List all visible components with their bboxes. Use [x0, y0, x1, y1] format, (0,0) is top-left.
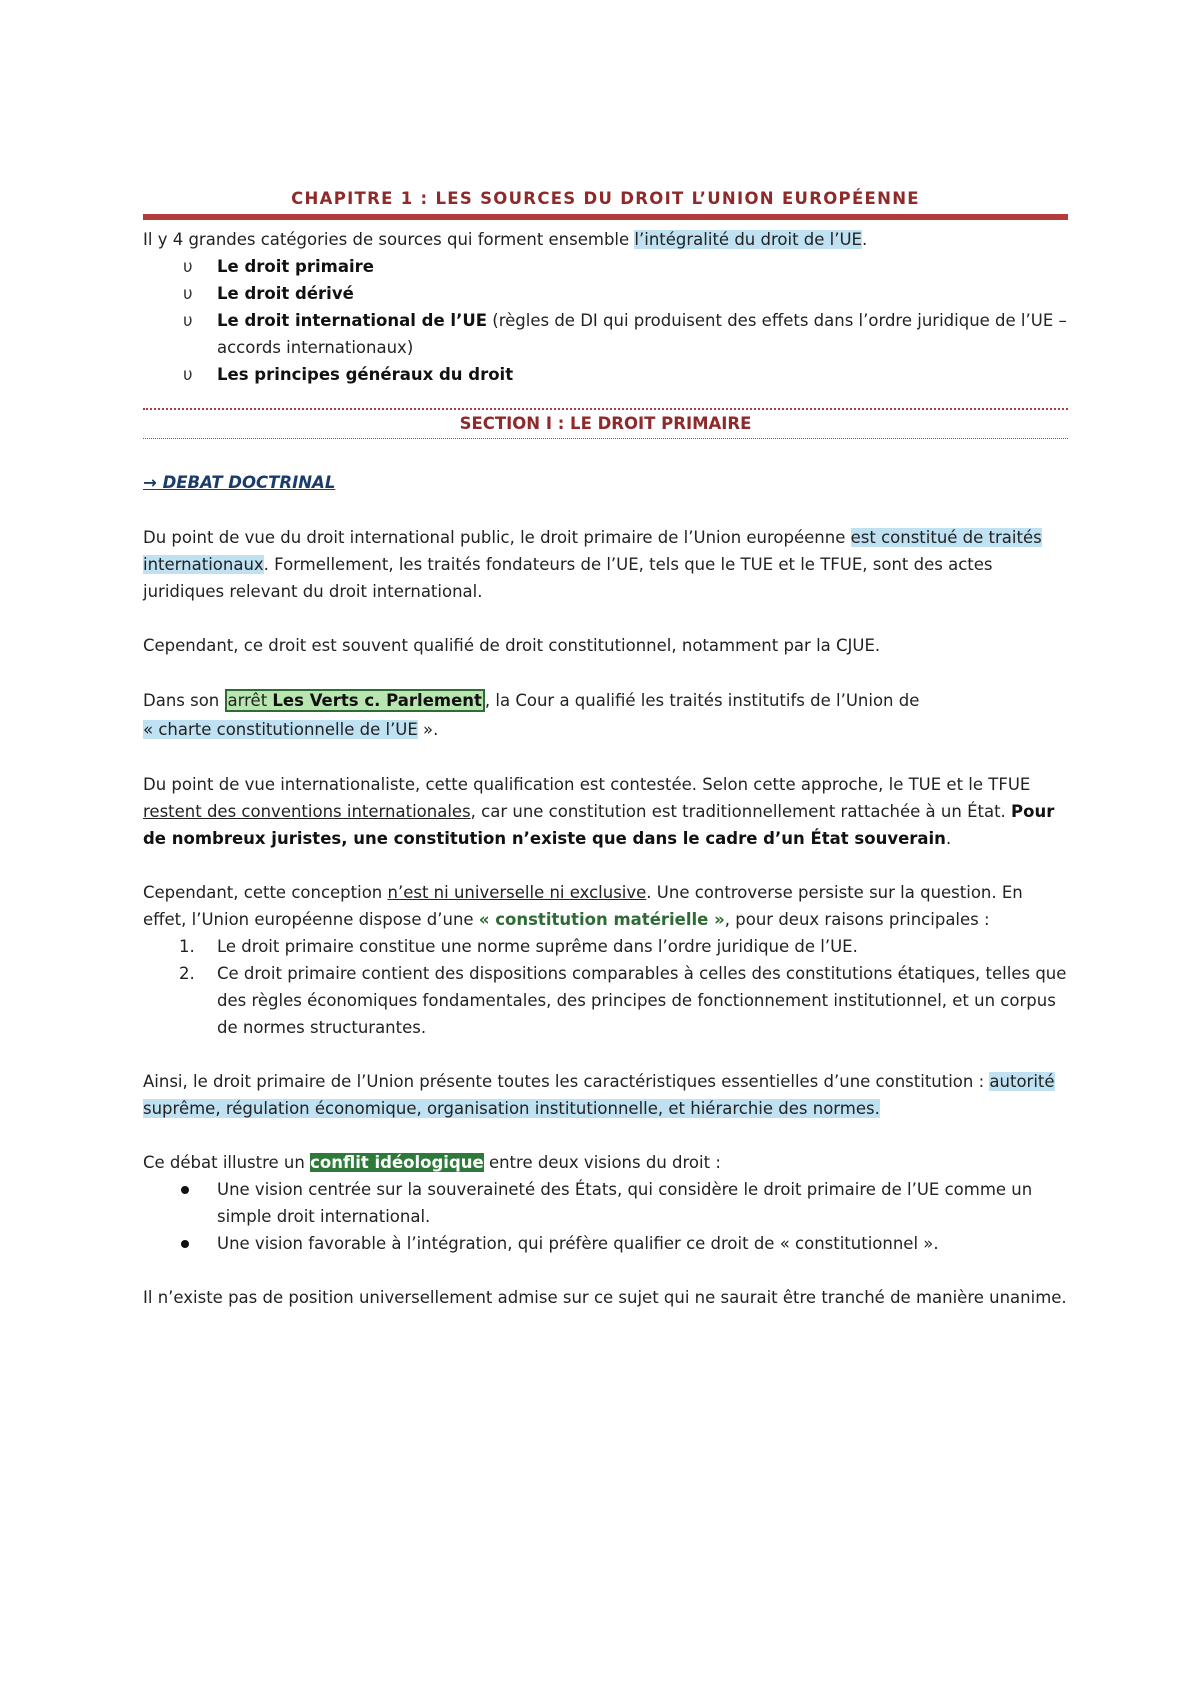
bold-text: Pour de nombreux juristes, une constitution n’existe que dans le cadre d’un État souverain [143, 802, 1055, 848]
underlined-text: restent des conventions internationales [143, 802, 471, 821]
text: entre deux visions du droit : [483, 1153, 721, 1172]
text: , car une constitution est traditionnellement rattachée à un État. [470, 802, 1012, 821]
highlight: est constitué de traités internationaux [143, 528, 1042, 574]
sources-list [143, 253, 1068, 388]
paragraph-3 [143, 686, 1068, 744]
arrow-right-icon: → [143, 473, 157, 492]
highlight: « charte constitutionnelle de l’UE [143, 720, 418, 739]
debat-label: DEBAT DOCTRINAL [162, 473, 336, 492]
source-name: Les principes généraux du droit [217, 365, 514, 384]
paragraph-4 [143, 771, 1068, 852]
reasons-list [143, 933, 1068, 1041]
bullet-symbol: υ [183, 257, 193, 276]
bullet-symbol: υ [183, 284, 193, 303]
bullet-dot-icon [181, 1240, 189, 1248]
paragraph-6 [143, 1068, 1068, 1122]
list-text: Une vision centrée sur la souveraineté des États, qui considère le droit primaire de l’UE comme un simple droit international. [217, 1180, 1033, 1226]
underlined-text: n’est ni universelle ni exclusive [387, 883, 647, 902]
list-item [143, 361, 1068, 388]
intro-text: Il y 4 grandes catégories de sources qui forment ensemble [143, 230, 635, 249]
intro-highlight: l’intégralité du droit de l’UE [634, 230, 862, 249]
paragraph-7 [143, 1149, 1068, 1176]
case-reference-box [225, 689, 485, 712]
list-number: 1. [179, 937, 195, 956]
paragraph-2: Cependant, ce droit est souvent qualifié de droit constitutionnel, notamment par la CJUE. [143, 636, 881, 655]
visions-list [143, 1176, 1068, 1257]
source-name: Le droit primaire [217, 257, 374, 276]
debat-heading [143, 469, 1068, 497]
intro-paragraph [143, 226, 1068, 253]
text: Cependant, cette conception [143, 883, 388, 902]
list-number: 2. [179, 964, 195, 983]
list-item [143, 280, 1068, 307]
list-item [143, 1230, 1068, 1257]
list-text: Le droit primaire constitue une norme suprême dans l’ordre juridique de l’UE. [217, 937, 858, 956]
text: Ainsi, le droit primaire de l’Union présente toutes les caractéristiques essentielles d’une constitution : [143, 1072, 990, 1091]
text: Du point de vue internationaliste, cette qualification est contestée. Selon cette approche, le TUE et le TFUE [143, 775, 1031, 794]
source-name: Le droit dérivé [217, 284, 354, 303]
source-detail: (règles de DI qui produisent des effets dans l’ordre juridique de l’UE – accords internationaux) [217, 311, 1067, 357]
chapter-rule [143, 214, 1068, 220]
list-item [143, 933, 1068, 960]
green-bold-text: « constitution matérielle » [478, 910, 725, 929]
text: Ce débat illustre un [143, 1153, 311, 1172]
paragraph-5 [143, 879, 1068, 933]
list-text: Une vision favorable à l’intégration, qui préfère qualifier ce droit de « constitutionnel ». [217, 1234, 939, 1253]
list-item [143, 307, 1068, 361]
list-item [143, 253, 1068, 280]
source-name: Le droit international de l’UE [217, 311, 488, 330]
text: . [945, 829, 952, 848]
list-item [143, 1176, 1068, 1230]
text: . Formellement, les traités fondateurs de l’UE, tels que le TUE et le TFUE, sont des actes juridiques relevant du droit international. [143, 555, 993, 601]
text: Dans son [143, 691, 225, 710]
text: , pour deux raisons principales : [724, 910, 990, 929]
chapter-title: CHAPITRE 1 : LES SOURCES DU DROIT L’UNION EUROPÉENNE [291, 189, 920, 208]
highlight: autorité suprême, régulation économique, organisation institutionnelle, et hiérarchie des normes. [143, 1072, 1055, 1118]
paragraph-8: Il n’existe pas de position universellement admise sur ce sujet qui ne saurait être tranché de manière unanime. [143, 1288, 1067, 1307]
bullet-symbol: υ [183, 311, 193, 330]
case-name: Les Verts c. Parlement [272, 691, 482, 710]
bullet-dot-icon [181, 1186, 189, 1194]
document-content [143, 186, 1068, 1311]
case-prefix: arrêt [227, 691, 273, 710]
intro-text-end: . [861, 230, 868, 249]
text: Du point de vue du droit international public, le droit primaire de l’Union européenne [143, 528, 851, 547]
list-item [143, 960, 1068, 1041]
section-divider-bottom [143, 438, 1068, 439]
list-text: Ce droit primaire contient des dispositions comparables à celles des constitutions étatiques, telles que des règles économiques fondamentales, des principes de fonctionnement institutionnel, et un corpus de normes structurantes. [217, 964, 1067, 1037]
highlight-dark: conflit idéologique [310, 1153, 484, 1172]
bullet-symbol: υ [183, 365, 193, 384]
paragraph-1 [143, 524, 1068, 605]
text: , la Cour a qualifié les traités institutifs de l’Union de [484, 691, 920, 710]
text: ». [417, 720, 439, 739]
section-title: SECTION I : LE DROIT PRIMAIRE [459, 414, 752, 433]
text: . Une controverse persiste sur la question. En effet, l’Union européenne dispose d’une [143, 883, 1023, 929]
